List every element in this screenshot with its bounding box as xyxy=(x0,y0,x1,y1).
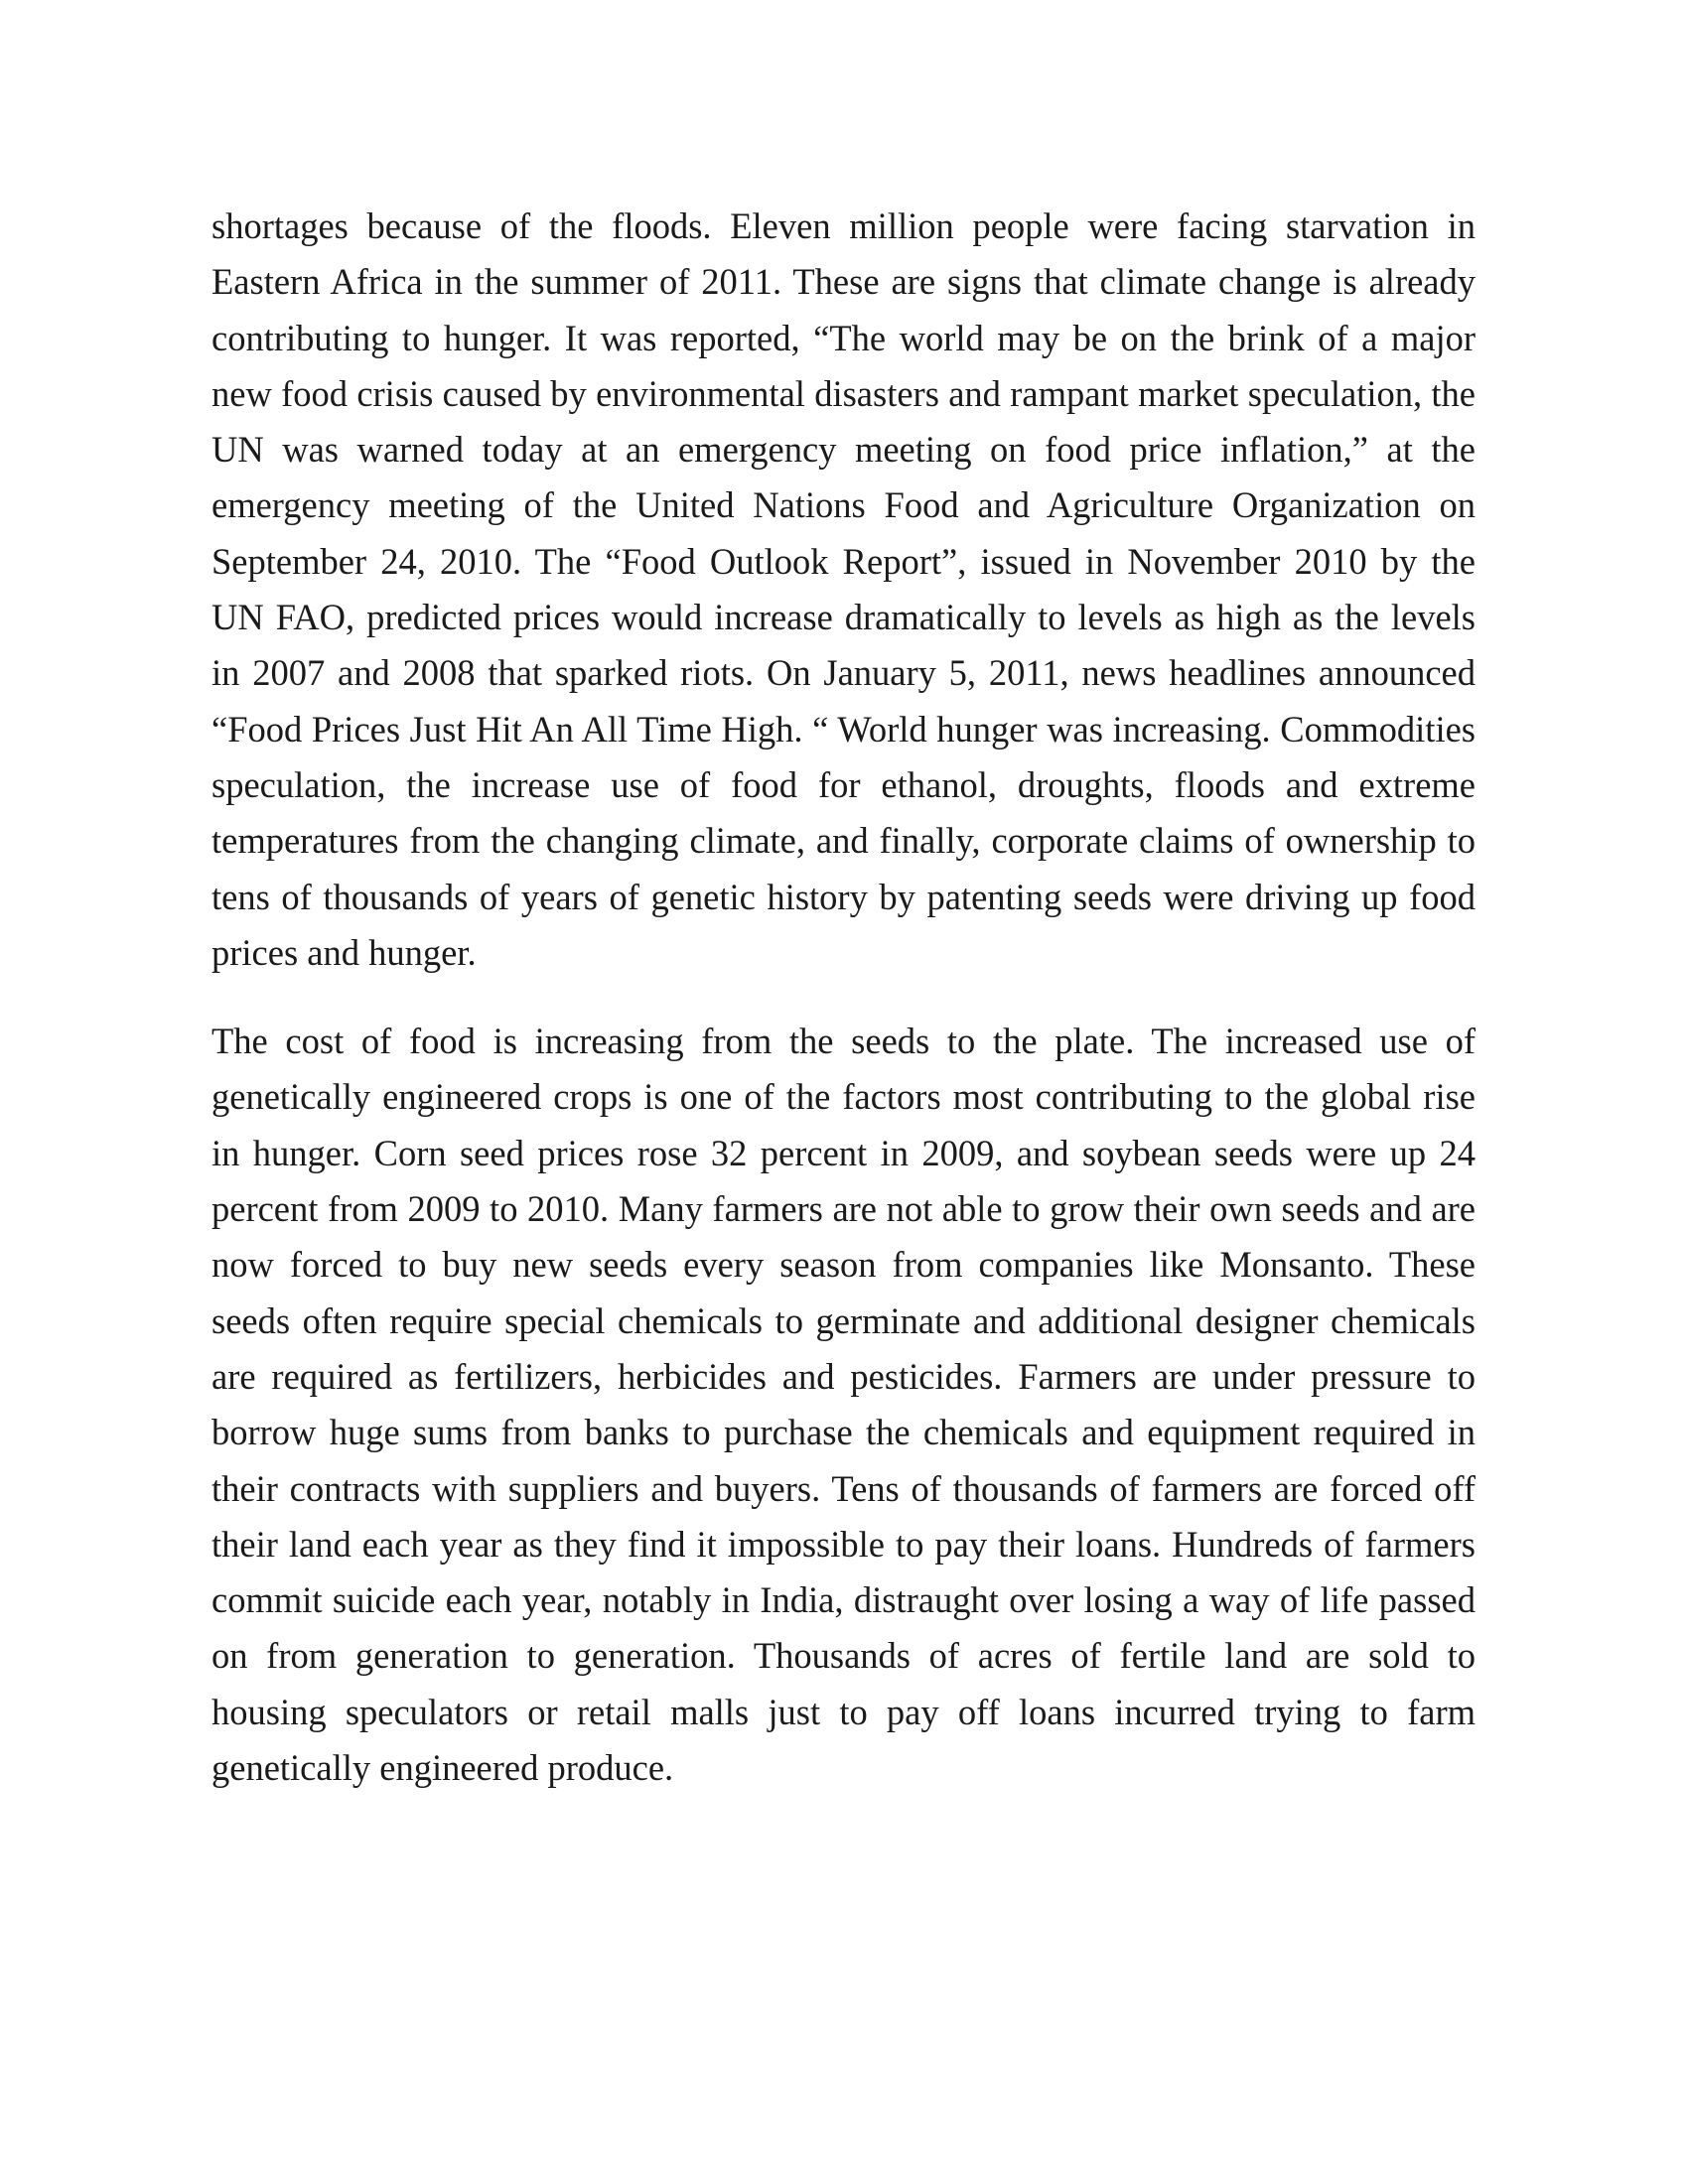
paragraph-2: The cost of food is increasing from the seeds to the plate. The increased use of genetically engineered crops is one of the factors most contributing to the global rise in hunger. Corn seed prices rose 32 percent in 2009, and soybean seeds were up 24 percent from 2009 to 2010. Many farmers are not able to grow their own seeds and are now forced to buy new seeds every season from companies like Monsanto. These seeds often require special chemicals to germinate and additional designer chemicals are required as fertilizers, herbicides and pesticides. Farmers are under pressure to borrow huge sums from banks to purchase the chemicals and equipment required in their contracts with suppliers and buyers. Tens of thousands of farmers are forced off their land each year as they find it impossible to pay their loans. Hundreds of farmers commit suicide each year, notably in India, distraught over losing a way of life passed on from generation to generation. Thousands of acres of fertile land are sold to housing speculators or retail malls just to pay off loans incurred trying to farm genetically engineered produce. xyxy=(211,1021,1476,1789)
paragraph-1: shortages because of the floods. Eleven million people were facing starvation in Eastern Africa in the summer of 2011. These are signs that climate change is already contributing to hunger. It was reported, “The world may be on the brink of a major new food crisis caused by environmental disasters and rampant market speculation, the UN was warned today at an emergency meeting on food price inflation,” at the emergency meeting of the United Nations Food and Agriculture Organization on September 24, 2010. The “Food Outlook Report”, issued in November 2010 by the UN FAO, predicted prices would increase dramatically to levels as high as the levels in 2007 and 2008 that sparked riots. On January 5, 2011, news headlines announced “Food Prices Just Hit An All Time High. “ World hunger was increasing. Commodities speculation, the increase use of food for ethanol, droughts, floods and extreme temperatures from the changing climate, and finally, corporate claims of ownership to tens of thousands of years of genetic history by patenting seeds were driving up food prices and hunger. xyxy=(211,205,1476,973)
body-text xyxy=(211,199,1476,1796)
